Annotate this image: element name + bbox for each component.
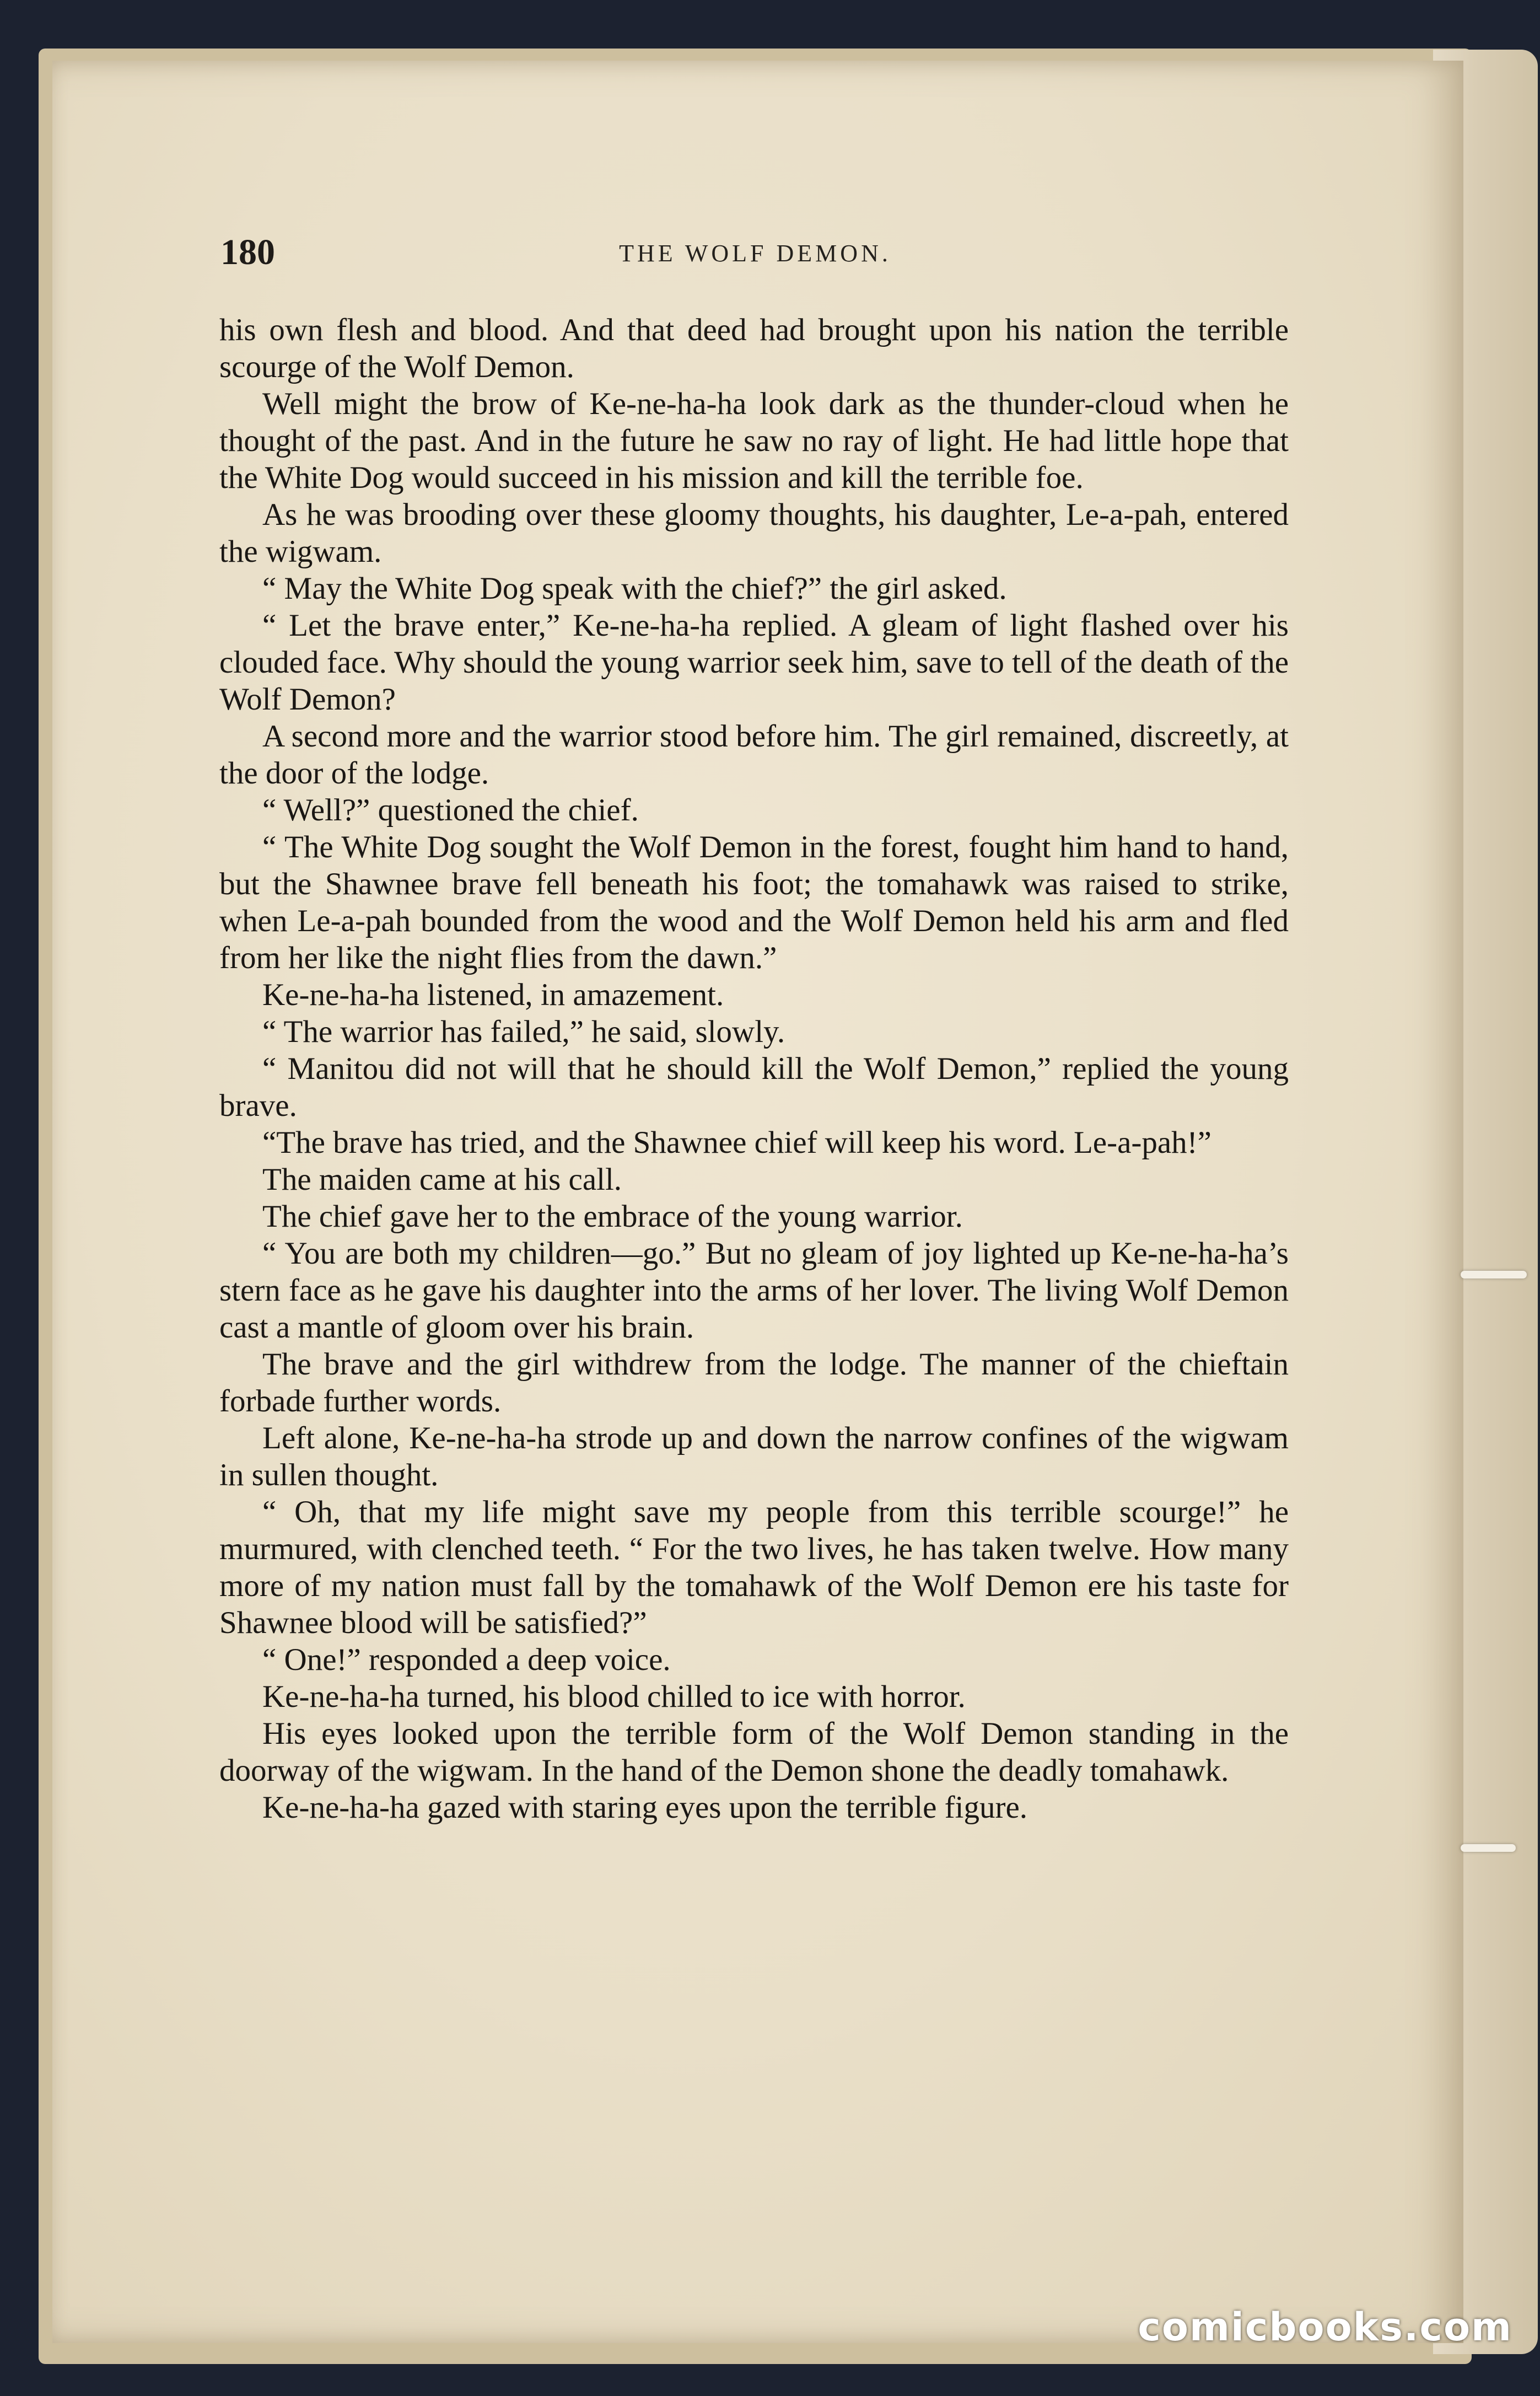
paragraph: “ Let the brave enter,” Ke-ne-ha-ha replied. A gleam of light flashed over his clouded face. Why should the young warrior seek him, save to tell of the death of the Wolf Demon? bbox=[219, 608, 1289, 717]
binding-thread bbox=[1461, 1844, 1516, 1852]
paragraph: His eyes looked upon the terrible form of the Wolf Demon standing in the doorway of the wigwam. In the hand of the Demon shone the deadly tomahawk. bbox=[219, 1716, 1289, 1788]
body-text bbox=[219, 311, 1289, 1826]
paragraph: The brave and the girl withdrew from the lodge. The manner of the chieftain forbade further words. bbox=[219, 1347, 1289, 1419]
paragraph: Ke-ne-ha-ha listened, in amazement. bbox=[262, 977, 724, 1012]
paragraph: “The brave has tried, and the Shawnee chief will keep his word. Le-a-pah!” bbox=[262, 1125, 1211, 1160]
paragraph: Ke-ne-ha-ha gazed with staring eyes upon the terrible figure. bbox=[262, 1790, 1028, 1825]
binding-thread bbox=[1461, 1271, 1527, 1278]
paragraph: The chief gave her to the embrace of the young warrior. bbox=[262, 1199, 963, 1234]
paragraph: his own flesh and blood. And that deed had brought upon his nation the terrible scourge of the Wolf Demon. bbox=[219, 313, 1289, 384]
paragraph: “ The warrior has failed,” he said, slowly. bbox=[262, 1014, 785, 1049]
paragraph: “ May the White Dog speak with the chief?” the girl asked. bbox=[262, 571, 1007, 606]
paragraph: The maiden came at his call. bbox=[262, 1162, 622, 1197]
paragraph: As he was brooding over these gloomy thoughts, his daughter, Le-a-pah, entered the wigwam. bbox=[219, 497, 1289, 569]
paragraph: “ Well?” questioned the chief. bbox=[262, 793, 639, 828]
paragraph: A second more and the warrior stood before him. The girl remained, discreetly, at the door of the lodge. bbox=[219, 719, 1289, 791]
watermark: comicbooks.com bbox=[1138, 2304, 1512, 2350]
paragraph: Well might the brow of Ke-ne-ha-ha look dark as the thunder-cloud when he thought of the past. And in the future he saw no ray of light. He had little hope that the White Dog would succeed in his mission and kill the terrible foe. bbox=[219, 386, 1289, 495]
paragraph: Ke-ne-ha-ha turned, his blood chilled to ice with horror. bbox=[262, 1679, 966, 1714]
paragraph: “ Oh, that my life might save my people from this terrible scourge!” he murmured, with clenched teeth. “ For the two lives, he has taken twelve. How many more of my nation must fall by the tomahawk of the Wolf Demon ere his taste for Shawnee blood will be satisfied?” bbox=[219, 1495, 1289, 1640]
paragraph: Left alone, Ke-ne-ha-ha strode up and down the narrow confines of the wigwam in sullen thought. bbox=[219, 1421, 1289, 1492]
page-header bbox=[220, 232, 1290, 281]
paragraph: “ One!” responded a deep voice. bbox=[262, 1642, 671, 1677]
page-number: 180 bbox=[220, 232, 275, 272]
paragraph: “ Manitou did not will that he should kill the Wolf Demon,” replied the young brave. bbox=[219, 1051, 1289, 1123]
paragraph: “ The White Dog sought the Wolf Demon in the forest, fought him hand to hand, but the Shawnee brave fell beneath his foot; the tomahawk was raised to strike, when Le-a-pah bounded from the wood and the Wolf Demon held his arm and fled from her like the night flies from the dawn.” bbox=[219, 830, 1289, 975]
running-head: THE WOLF DEMON. bbox=[619, 240, 891, 267]
paragraph: “ You are both my children—go.” But no gleam of joy lighted up Ke-ne-ha-ha’s stern face as he gave his daughter into the arms of her lover. The living Wolf Demon cast a mantle of gloom over his brain. bbox=[219, 1236, 1289, 1345]
